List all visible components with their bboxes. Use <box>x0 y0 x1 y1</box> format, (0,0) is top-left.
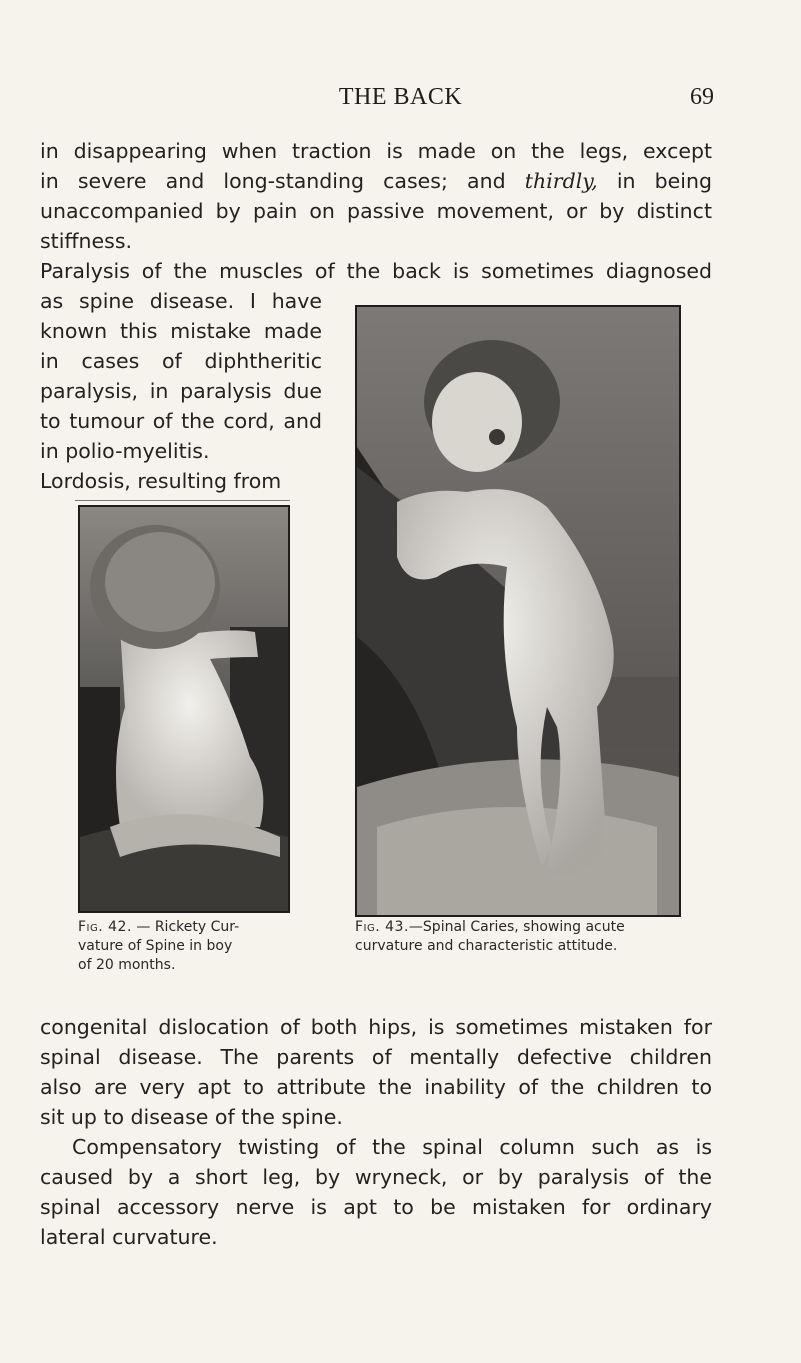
caption-line: vature of Spine in boy <box>78 938 233 954</box>
figure-42-photo <box>78 505 290 913</box>
figure-42-caption <box>78 918 239 975</box>
caption-line <box>78 918 239 937</box>
child-sitting-back-photo <box>80 507 288 911</box>
figure-43-photo <box>355 305 681 917</box>
running-title: THE BACK <box>338 84 463 110</box>
text-line: known this mistake made <box>40 319 322 343</box>
text-span: in severe and long-standing cases; and <box>40 169 506 193</box>
text-line: in polio-myelitis. <box>40 439 210 463</box>
text-line: in disappearing when traction is made on the legs, except <box>40 139 712 163</box>
text-line: in cases of diphtheritic <box>40 349 322 373</box>
child-standing-photo <box>357 307 679 915</box>
caption-line <box>355 918 625 937</box>
text-line: paralysis, in paralysis due <box>40 379 322 403</box>
text-line: spinal disease. The parents of mentally defective children <box>40 1045 712 1069</box>
caption-line: of 20 months. <box>78 957 176 973</box>
text-line: to tumour of the cord, and <box>40 409 322 433</box>
page-number: 69 <box>690 84 714 110</box>
text-line <box>40 166 712 196</box>
text-line: stiffness. <box>40 229 133 253</box>
text-line: caused by a short leg, by wryneck, or by paralysis of the <box>40 1165 712 1189</box>
text-line: Lordosis, resulting from <box>40 469 282 493</box>
text-line: lateral curvature. <box>40 1225 218 1249</box>
italic-word: thirdly, <box>524 169 598 193</box>
text-line: spinal accessory nerve is apt to be mistaken for ordinary <box>40 1195 712 1219</box>
figure-label: Fig. 43. <box>355 919 409 935</box>
figure-label: Fig. 42. <box>78 919 132 935</box>
caption-text: — Rickety Cur- <box>136 919 240 935</box>
figure-top-rule <box>75 500 290 501</box>
text-line: as spine disease. I have <box>40 289 322 313</box>
text-line: also are very apt to attribute the inability of the children to <box>40 1075 712 1099</box>
text-line: Compensatory twisting of the spinal column such as is <box>72 1135 712 1159</box>
text-line: sit up to disease of the spine. <box>40 1105 343 1129</box>
figure-43-caption <box>355 918 625 956</box>
text-line: congenital dislocation of both hips, is sometimes mistaken for <box>40 1015 712 1039</box>
caption-line: curvature and characteristic attitude. <box>355 938 618 954</box>
caption-text: —Spinal Caries, showing acute <box>408 919 625 935</box>
text-line: Paralysis of the muscles of the back is sometimes diagnosed <box>40 259 712 283</box>
text-line: unaccompanied by pain on passive movement, or by distinct <box>40 199 712 223</box>
text-span: in being <box>616 169 712 193</box>
